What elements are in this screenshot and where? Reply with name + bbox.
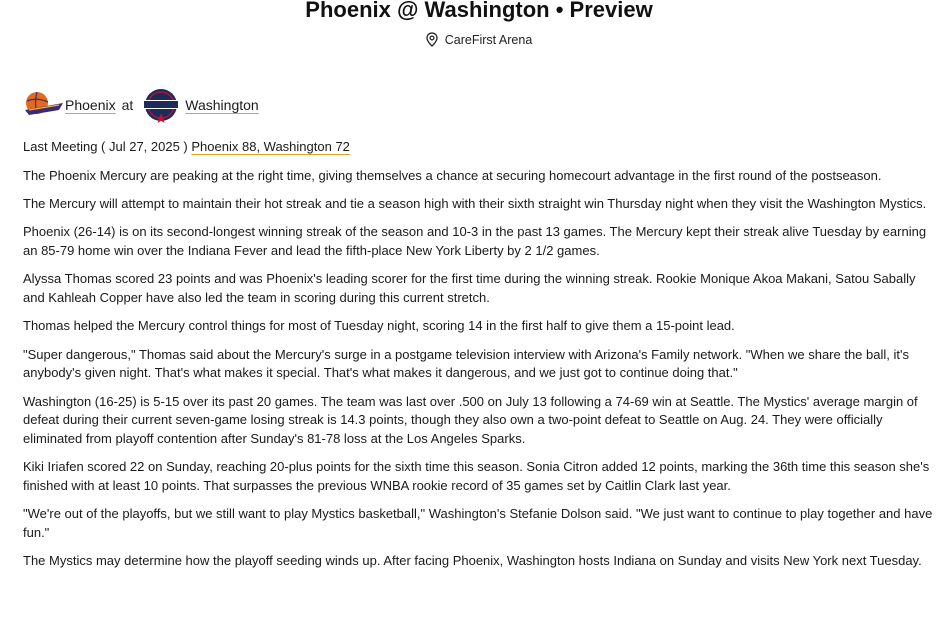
- article-paragraph: Alyssa Thomas scored 23 points and was Phoenix's leading scorer for the first time during the winning streak. Rookie Monique Akoa Makani, Satou Sabally and Kahleah Copper have also led the team in scoring during this current stretch.: [23, 271, 916, 305]
- last-meeting-label: Last Meeting ( Jul 27, 2025 ): [23, 139, 188, 154]
- washington-mystics-logo[interactable]: [139, 87, 183, 123]
- away-team-link[interactable]: Phoenix: [65, 97, 116, 113]
- home-team-link[interactable]: Washington: [185, 97, 259, 113]
- matchup-row: [23, 87, 259, 123]
- article-paragraph: "We're out of the playoffs, but we still want to play Mystics basketball," Washington's Stefanie Dolson said. "We just want to continue to play together and have fun.": [23, 506, 933, 540]
- last-meeting-result-link[interactable]: Phoenix 88, Washington 72: [191, 139, 350, 154]
- last-meeting-line: [23, 138, 938, 157]
- article-paragraph: Kiki Iriafen scored 22 on Sunday, reaching 20-plus points for the sixth time this season. Sonia Citron added 12 points, marking the 36th time this season she's finished with at least 10 points. That surpasses the previous WNBA rookie record of 35 games set by Caitlin Clark last year.: [23, 459, 930, 493]
- article-paragraph: The Mercury will attempt to maintain their hot streak and tie a season high with their sixth straight win Thursday night when they visit the Washington Mystics.: [23, 196, 927, 211]
- article-paragraph: "Super dangerous," Thomas said about the Mercury's surge in a postgame television interview with Arizona's Family network. "When we share the ball, it's anybody's given night. That's what makes it special. That's what makes it dangerous, and we just got to continue doing that.": [23, 346, 909, 381]
- map-pin-icon: [426, 32, 438, 47]
- at-label: at: [121, 97, 134, 113]
- page-title: Phoenix @ Washington • Preview: [305, 0, 653, 22]
- venue-line: [0, 32, 950, 47]
- venue-name: CareFirst Arena: [444, 32, 533, 47]
- article-paragraph: The Mystics may determine how the playoff seeding winds up. After facing Phoenix, Washington hosts Indiana on Sunday and visits New York next Tuesday.: [23, 553, 922, 569]
- article-paragraph: Washington (16-25) is 5-15 over its past 20 games. The team was last over .500 on July 13 following a 74-69 win at Seattle. The Mystics' average margin of defeat during their current seven-game losing streak is 14.3 points, though they also own a two-point defeat to Seattle on Aug. 24. They were officially eliminated from playoff contention after Sunday's 81-78 loss at the Los Angeles Sparks.: [23, 393, 918, 446]
- article-paragraph: Phoenix (26-14) is on its second-longest winning streak of the season and 10-3 in the past 13 games. The Mercury kept their streak alive Tuesday by earning an 85-79 home win over the Indiana Fever and lead the fifth-place New York Liberty by 2 1/2 games.: [23, 224, 927, 258]
- phoenix-mercury-logo[interactable]: [23, 88, 65, 122]
- article-paragraph: The Phoenix Mercury are peaking at the right time, giving themselves a chance at securing homecourt advantage in the first round of the postseason.: [23, 167, 882, 183]
- article-paragraph: Thomas helped the Mercury control things for most of Tuesday night, scoring 14 in the first half to give them a 15-point lead.: [23, 318, 735, 334]
- preview-article: [23, 138, 938, 581]
